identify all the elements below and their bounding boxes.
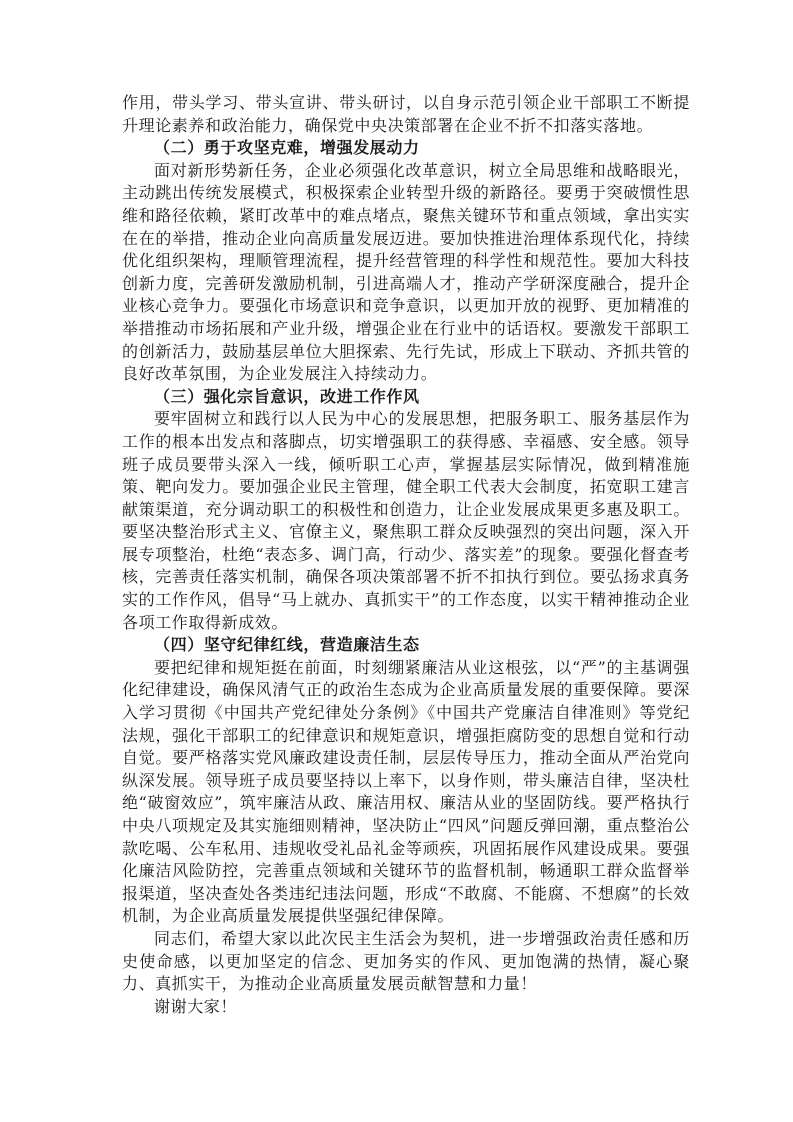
section-body-4: 要把纪律和规矩挺在前面，时刻绷紧廉洁从业这根弦，以“严”的主基调强化纪律建设，确保风清气正的政治生态成为企业高质量发展的重要保障。要深入学习贯彻《中国共产党纪律处分条例》《中国共产党廉洁自律准则》等党纪法规，强化干部职工的纪律意识和规矩意识，增强拒腐防变的思想自觉和行动自觉。要严格落实党风廉政建设责任制，层层传导压力，推动全面从严治党向纵深发展。领导班子成员要坚持以上率下，以身作则，带头廉洁自律，坚决杜绝“破窗效应”，筑牢廉洁从政、廉洁用权、廉洁从业的坚固防线。要严格执行中央八项规定及其实施细则精神，坚决防止“四风”问题反弹回潮，重点整治公款吃喝、公车私用、违规收受礼品礼金等顽疾，巩固拓展作风建设成果。要强化廉洁风险防控，完善重点领域和关键环节的监督机制，畅通职工群众监督举报渠道，坚决查处各类违纪违法问题，形成“不敢腐、不能腐、不想腐”的长效机制，为企业高质量发展提供坚强纪律保障。 [122, 657, 690, 926]
section-heading-4: （四）坚守纪律红线，营造廉洁生态 [154, 635, 420, 655]
document-page [122, 92, 690, 1018]
section-body-3: 要牢固树立和践行以人民为中心的发展思想，把服务职工、服务基层作为工作的根本出发点和落脚点，切实增强职工的获得感、幸福感、安全感。领导班子成员要带头深入一线，倾听职工心声，掌握基层实际情况，做到精准施策、靶向发力。要加强企业民主管理，健全职工代表大会制度，拓宽职工建言献策渠道，充分调动职工的积极性和创造力，让企业发展成果更多惠及职工。要坚决整治形式主义、官僚主义，聚焦职工群众反映强烈的突出问题，深入开展专项整治，杜绝“表态多、调门高，行动少、落实差”的现象。要强化督查考核，完善责任落实机制，确保各项决策部署不折不扣执行到位。要弘扬求真务实的工作作风，倡导“马上就办、真抓实干”的工作态度，以实干精神推动企业各项工作取得新成效。 [122, 409, 690, 632]
section-body-2: 面对新形势新任务，企业必须强化改革意识，树立全局思维和战略眼光，主动跳出传统发展模式，积极探索企业转型升级的新路径。要勇于突破惯性思维和路径依赖，紧盯改革中的难点堵点，聚焦关键环节和重点领域，拿出实实在在的举措，推动企业向高质量发展迈进。要加快推进治理体系现代化，持续优化组织架构，理顺管理流程，提升经营管理的科学性和规范性。要加大科技创新力度，完善研发激励机制，引进高端人才，推动产学研深度融合，提升企业核心竞争力。要强化市场意识和竞争意识，以更加开放的视野、更加精准的举措推动市场拓展和产业升级，增强企业在行业中的话语权。要激发干部职工的创新活力，鼓励基层单位大胆探索、先行先试，形成上下联动、齐抓共管的良好改革氛围，为企业发展注入持续动力。 [122, 160, 690, 384]
section-heading-2: （二）勇于攻坚克难，增强发展动力 [154, 138, 420, 158]
thanks-line: 谢谢大家！ [154, 996, 238, 1016]
section-heading-3: （三）强化宗旨意识，改进工作作风 [154, 386, 420, 406]
intro-tail-paragraph: 作用，带头学习、带头宣讲、带头研讨，以自身示范引领企业干部职工不断提升理论素养和政治能力，确保党中央决策部署在企业不折不扣落实落地。 [122, 93, 690, 135]
closing-paragraph: 同志们，希望大家以此次民主生活会为契机，进一步增强政治责任感和历史使命感，以更加坚定的信念、更加务实的作风、更加饱满的热情，凝心聚力、真抓实干，为推动企业高质量发展贡献智慧和力量！ [122, 928, 690, 994]
